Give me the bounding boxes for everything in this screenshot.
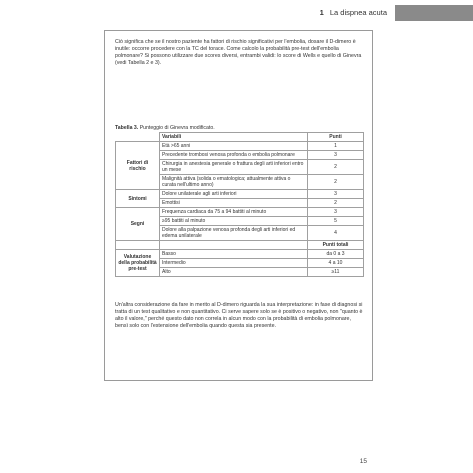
box-outro-text: Un'altra considerazione da fare in merito al D-dimero riguarda la sua interpretazione: in fase di diagnosi si tratta di un test qualitativo e non quantitativo. Ci serve sapere solo se è positivo o negativo, non "quanto è alto il valore," perché questo dato non correla in alcun modo con la probabilità di embolia polmonare, bensì solo con l'estensione dell'embolia quando questa sia presente. — [115, 302, 363, 329]
points-range: ≥11 — [308, 268, 364, 277]
points-cell: 2 — [308, 199, 364, 208]
variable-cell: Chirurgia in anestesia generale o frattura degli arti inferiori entro un mese — [160, 160, 308, 175]
probability-level: Intermedio — [160, 259, 308, 268]
total-header-empty-2 — [160, 241, 308, 250]
table-groups — [116, 142, 364, 241]
evaluation-row — [116, 250, 364, 259]
variable-cell: Dolore unilaterale agli arti inferiori — [160, 190, 308, 199]
evaluation-label: Valutazione della probabilità pre-test — [116, 250, 160, 277]
total-header-empty — [116, 241, 160, 250]
category-label: Sintomi — [116, 190, 160, 208]
points-cell: 3 — [308, 190, 364, 199]
table-title — [115, 125, 215, 131]
page-number: 15 — [359, 458, 367, 465]
variable-cell: ≥95 battiti al minuto — [160, 217, 308, 226]
category-label: Fattori di rischio — [116, 142, 160, 190]
total-header-row — [116, 241, 364, 250]
chapter-number: 1 — [319, 8, 324, 17]
table-header-row — [116, 133, 364, 142]
evaluation-rows — [116, 250, 364, 277]
running-header — [0, 0, 473, 24]
table-caption: Punteggio di Ginevra modificato. — [138, 125, 215, 131]
points-cell: 3 — [308, 151, 364, 160]
table-row — [116, 190, 364, 199]
header-points: Punti — [308, 133, 364, 142]
probability-level: Basso — [160, 250, 308, 259]
table-row — [116, 142, 364, 151]
variable-cell: Dolore alla palpazione venosa profonda degli arti inferiori ed edema unilaterale — [160, 226, 308, 241]
table-row — [116, 208, 364, 217]
points-cell: 4 — [308, 226, 364, 241]
points-cell: 1 — [308, 142, 364, 151]
points-cell: 3 — [308, 208, 364, 217]
variable-cell: Malignità attiva (solida o ematologica; attualmente attiva o curata nell'ultimo anno) — [160, 175, 308, 190]
variable-cell: Frequenza cardiaca da 75 a 94 battiti al minuto — [160, 208, 308, 217]
table-header-empty — [116, 133, 160, 142]
points-range: da 0 a 3 — [308, 250, 364, 259]
header-total-points: Punti totali — [308, 241, 364, 250]
variable-cell: Precedente trombosi venosa profonda o embolia polmonare — [160, 151, 308, 160]
chapter-title: La dispnea acuta — [329, 8, 387, 17]
category-label: Segni — [116, 208, 160, 241]
points-cell: 2 — [308, 160, 364, 175]
header-variables: Variabili — [160, 133, 308, 142]
header-tab-bar — [395, 5, 473, 21]
info-box — [104, 30, 373, 381]
variable-cell: Età >65 anni — [160, 142, 308, 151]
variable-cell: Emottisi — [160, 199, 308, 208]
box-intro-text: Ciò significa che se il nostro paziente ha fattori di rischio significativi per l'embolia, dosare il D-dimero è inutile: occorre procedere con la TC del torace. Come calcolo la probabilità pre-test dell'embolia polmonare? Si possono utilizzare due scores diversi, entrambi validi: lo score di Wells e quello di Ginevra (vedi Tabella 2 e 3). — [115, 39, 362, 66]
geneva-score-table — [115, 132, 364, 277]
points-cell: 5 — [308, 217, 364, 226]
chapter-heading — [320, 8, 387, 17]
points-cell: 2 — [308, 175, 364, 190]
table-number: Tabella 3. — [115, 125, 139, 131]
probability-level: Alto — [160, 268, 308, 277]
points-range: 4 a 10 — [308, 259, 364, 268]
